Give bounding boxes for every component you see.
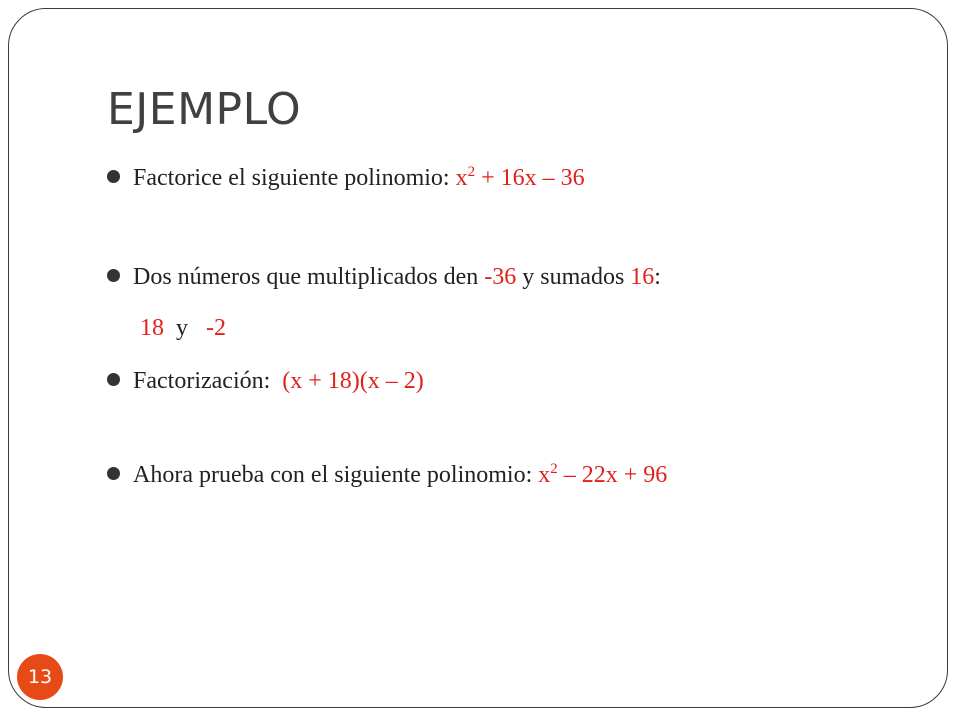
polynomial-expression bbox=[538, 462, 667, 488]
answer-connector: y bbox=[176, 315, 188, 341]
expr-base: x bbox=[455, 165, 468, 191]
expr-rest: + 16x – 36 bbox=[475, 165, 585, 191]
answer-line bbox=[140, 313, 226, 343]
sum-value: 16 bbox=[630, 264, 655, 290]
bullet-dot bbox=[107, 373, 120, 386]
bullet-ahora-prueba bbox=[133, 460, 667, 490]
bullet-dos-numeros bbox=[133, 262, 661, 292]
answer-number-1: 18 bbox=[140, 315, 164, 341]
expr-base: x bbox=[538, 462, 551, 488]
bullet-factorizacion bbox=[133, 366, 424, 396]
bullet-text: : bbox=[654, 264, 661, 290]
factored-expression: (x + 18)(x – 2) bbox=[282, 368, 424, 394]
bullet-text: y sumados bbox=[516, 264, 631, 290]
expr-exponent: 2 bbox=[550, 461, 558, 477]
bullet-text: Dos números que multiplicados den bbox=[133, 264, 485, 290]
bullet-dot bbox=[107, 467, 120, 480]
bullet-text: Factorice el siguiente polinomio: bbox=[133, 165, 456, 191]
expr-rest: – 22x + 96 bbox=[557, 462, 668, 488]
bullet-text: Ahora prueba con el siguiente polinomio: bbox=[133, 462, 539, 488]
page-number-badge: 13 bbox=[17, 654, 63, 700]
bullet-dot bbox=[107, 170, 120, 183]
answer-number-2: -2 bbox=[206, 315, 226, 341]
product-value: -36 bbox=[484, 264, 517, 290]
slide-title: EJEMPLO bbox=[107, 84, 302, 135]
bullet-dot bbox=[107, 269, 120, 282]
bullet-text: Factorización: bbox=[133, 368, 283, 394]
polynomial-expression bbox=[456, 165, 585, 191]
bullet-factorice bbox=[133, 163, 585, 193]
expr-exponent: 2 bbox=[467, 164, 476, 180]
